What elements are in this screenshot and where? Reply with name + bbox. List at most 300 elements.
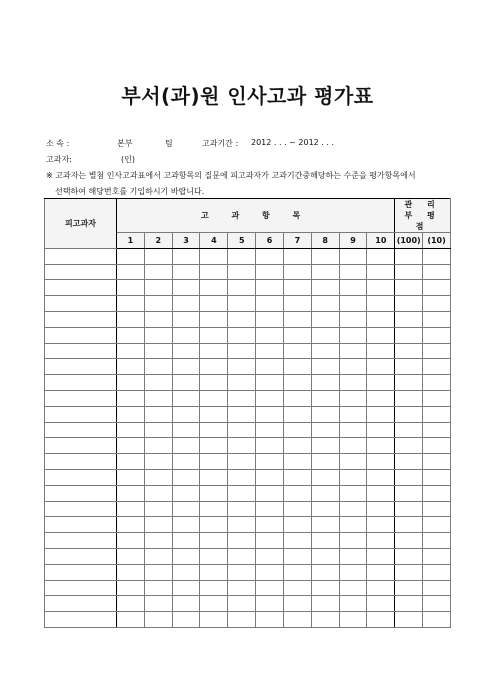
item-score-cell[interactable] <box>228 469 256 485</box>
item-score-cell[interactable] <box>256 580 284 596</box>
item-score-cell[interactable] <box>339 390 367 406</box>
item-score-cell[interactable] <box>311 375 339 391</box>
evaluatee-cell[interactable] <box>45 469 117 485</box>
item-score-cell[interactable] <box>172 406 200 422</box>
item-score-cell[interactable] <box>144 438 172 454</box>
item-score-cell[interactable] <box>339 422 367 438</box>
evaluatee-cell[interactable] <box>45 485 117 501</box>
item-score-cell[interactable] <box>339 517 367 533</box>
evaluatee-cell[interactable] <box>45 564 117 580</box>
item-score-cell[interactable] <box>367 548 395 564</box>
item-score-cell[interactable] <box>256 548 284 564</box>
item-score-cell[interactable] <box>144 564 172 580</box>
item-score-cell[interactable] <box>256 612 284 628</box>
item-score-cell[interactable] <box>283 469 311 485</box>
mgmt-score-cell[interactable] <box>423 375 451 391</box>
mgmt-score-cell[interactable] <box>423 564 451 580</box>
item-score-cell[interactable] <box>256 438 284 454</box>
item-score-cell[interactable] <box>256 375 284 391</box>
item-score-cell[interactable] <box>283 296 311 312</box>
item-score-cell[interactable] <box>200 596 228 612</box>
evaluatee-cell[interactable] <box>45 533 117 549</box>
item-score-cell[interactable] <box>144 359 172 375</box>
item-score-cell[interactable] <box>117 454 145 470</box>
item-score-cell[interactable] <box>367 517 395 533</box>
item-score-cell[interactable] <box>367 264 395 280</box>
item-score-cell[interactable] <box>144 596 172 612</box>
item-score-cell[interactable] <box>172 264 200 280</box>
evaluatee-cell[interactable] <box>45 596 117 612</box>
mgmt-score-cell[interactable] <box>395 501 423 517</box>
item-score-cell[interactable] <box>256 406 284 422</box>
item-score-cell[interactable] <box>172 280 200 296</box>
item-score-cell[interactable] <box>228 612 256 628</box>
item-score-cell[interactable] <box>256 422 284 438</box>
item-score-cell[interactable] <box>117 406 145 422</box>
item-score-cell[interactable] <box>144 311 172 327</box>
item-score-cell[interactable] <box>200 580 228 596</box>
evaluatee-cell[interactable] <box>45 422 117 438</box>
item-score-cell[interactable] <box>200 422 228 438</box>
item-score-cell[interactable] <box>283 438 311 454</box>
item-score-cell[interactable] <box>117 596 145 612</box>
evaluatee-cell[interactable] <box>45 311 117 327</box>
item-score-cell[interactable] <box>172 517 200 533</box>
mgmt-score-cell[interactable] <box>395 548 423 564</box>
item-score-cell[interactable] <box>256 596 284 612</box>
item-score-cell[interactable] <box>172 359 200 375</box>
item-score-cell[interactable] <box>200 375 228 391</box>
item-score-cell[interactable] <box>144 422 172 438</box>
mgmt-score-cell[interactable] <box>395 359 423 375</box>
item-score-cell[interactable] <box>200 517 228 533</box>
mgmt-score-cell[interactable] <box>395 469 423 485</box>
item-score-cell[interactable] <box>200 343 228 359</box>
item-score-cell[interactable] <box>144 469 172 485</box>
item-score-cell[interactable] <box>283 390 311 406</box>
item-score-cell[interactable] <box>311 406 339 422</box>
evaluatee-cell[interactable] <box>45 517 117 533</box>
mgmt-score-cell[interactable] <box>395 454 423 470</box>
item-score-cell[interactable] <box>200 311 228 327</box>
item-score-cell[interactable] <box>144 454 172 470</box>
item-score-cell[interactable] <box>228 280 256 296</box>
item-score-cell[interactable] <box>228 406 256 422</box>
item-score-cell[interactable] <box>200 406 228 422</box>
item-score-cell[interactable] <box>172 564 200 580</box>
item-score-cell[interactable] <box>117 485 145 501</box>
item-score-cell[interactable] <box>144 501 172 517</box>
item-score-cell[interactable] <box>311 264 339 280</box>
item-score-cell[interactable] <box>367 296 395 312</box>
item-score-cell[interactable] <box>172 248 200 264</box>
item-score-cell[interactable] <box>256 469 284 485</box>
item-score-cell[interactable] <box>367 501 395 517</box>
mgmt-score-cell[interactable] <box>423 548 451 564</box>
item-score-cell[interactable] <box>228 533 256 549</box>
item-score-cell[interactable] <box>172 311 200 327</box>
item-score-cell[interactable] <box>144 406 172 422</box>
item-score-cell[interactable] <box>256 311 284 327</box>
item-score-cell[interactable] <box>283 327 311 343</box>
item-score-cell[interactable] <box>117 327 145 343</box>
item-score-cell[interactable] <box>367 485 395 501</box>
item-score-cell[interactable] <box>311 422 339 438</box>
item-score-cell[interactable] <box>339 264 367 280</box>
item-score-cell[interactable] <box>367 343 395 359</box>
mgmt-score-cell[interactable] <box>423 517 451 533</box>
item-score-cell[interactable] <box>228 564 256 580</box>
mgmt-score-cell[interactable] <box>423 422 451 438</box>
item-score-cell[interactable] <box>117 501 145 517</box>
item-score-cell[interactable] <box>283 501 311 517</box>
item-score-cell[interactable] <box>172 422 200 438</box>
item-score-cell[interactable] <box>283 375 311 391</box>
item-score-cell[interactable] <box>311 548 339 564</box>
item-score-cell[interactable] <box>117 438 145 454</box>
item-score-cell[interactable] <box>367 280 395 296</box>
item-score-cell[interactable] <box>144 343 172 359</box>
mgmt-score-cell[interactable] <box>395 517 423 533</box>
mgmt-score-cell[interactable] <box>395 327 423 343</box>
item-score-cell[interactable] <box>117 264 145 280</box>
item-score-cell[interactable] <box>367 454 395 470</box>
item-score-cell[interactable] <box>172 327 200 343</box>
item-score-cell[interactable] <box>339 296 367 312</box>
item-score-cell[interactable] <box>228 596 256 612</box>
item-score-cell[interactable] <box>144 390 172 406</box>
item-score-cell[interactable] <box>311 248 339 264</box>
item-score-cell[interactable] <box>228 501 256 517</box>
mgmt-score-cell[interactable] <box>423 343 451 359</box>
evaluatee-cell[interactable] <box>45 580 117 596</box>
item-score-cell[interactable] <box>228 327 256 343</box>
item-score-cell[interactable] <box>117 280 145 296</box>
item-score-cell[interactable] <box>228 454 256 470</box>
item-score-cell[interactable] <box>311 438 339 454</box>
mgmt-score-cell[interactable] <box>423 454 451 470</box>
item-score-cell[interactable] <box>256 501 284 517</box>
item-score-cell[interactable] <box>117 248 145 264</box>
item-score-cell[interactable] <box>256 296 284 312</box>
item-score-cell[interactable] <box>256 517 284 533</box>
item-score-cell[interactable] <box>339 612 367 628</box>
item-score-cell[interactable] <box>117 580 145 596</box>
item-score-cell[interactable] <box>228 580 256 596</box>
item-score-cell[interactable] <box>367 390 395 406</box>
item-score-cell[interactable] <box>311 280 339 296</box>
mgmt-score-cell[interactable] <box>423 406 451 422</box>
item-score-cell[interactable] <box>339 548 367 564</box>
item-score-cell[interactable] <box>117 517 145 533</box>
item-score-cell[interactable] <box>367 596 395 612</box>
mgmt-score-cell[interactable] <box>423 501 451 517</box>
item-score-cell[interactable] <box>339 469 367 485</box>
item-score-cell[interactable] <box>283 548 311 564</box>
item-score-cell[interactable] <box>172 390 200 406</box>
item-score-cell[interactable] <box>117 311 145 327</box>
item-score-cell[interactable] <box>311 359 339 375</box>
item-score-cell[interactable] <box>311 343 339 359</box>
item-score-cell[interactable] <box>200 485 228 501</box>
mgmt-score-cell[interactable] <box>395 390 423 406</box>
mgmt-score-cell[interactable] <box>395 343 423 359</box>
item-score-cell[interactable] <box>311 485 339 501</box>
item-score-cell[interactable] <box>256 564 284 580</box>
mgmt-score-cell[interactable] <box>395 596 423 612</box>
item-score-cell[interactable] <box>256 280 284 296</box>
item-score-cell[interactable] <box>200 454 228 470</box>
item-score-cell[interactable] <box>283 248 311 264</box>
item-score-cell[interactable] <box>339 311 367 327</box>
item-score-cell[interactable] <box>172 438 200 454</box>
item-score-cell[interactable] <box>311 454 339 470</box>
item-score-cell[interactable] <box>117 548 145 564</box>
item-score-cell[interactable] <box>367 406 395 422</box>
item-score-cell[interactable] <box>367 580 395 596</box>
item-score-cell[interactable] <box>283 517 311 533</box>
item-score-cell[interactable] <box>144 533 172 549</box>
item-score-cell[interactable] <box>228 548 256 564</box>
item-score-cell[interactable] <box>228 390 256 406</box>
item-score-cell[interactable] <box>144 580 172 596</box>
item-score-cell[interactable] <box>228 248 256 264</box>
evaluatee-cell[interactable] <box>45 343 117 359</box>
item-score-cell[interactable] <box>172 343 200 359</box>
evaluatee-cell[interactable] <box>45 438 117 454</box>
mgmt-score-cell[interactable] <box>423 280 451 296</box>
item-score-cell[interactable] <box>228 438 256 454</box>
item-score-cell[interactable] <box>228 422 256 438</box>
item-score-cell[interactable] <box>144 517 172 533</box>
item-score-cell[interactable] <box>367 564 395 580</box>
evaluatee-cell[interactable] <box>45 248 117 264</box>
item-score-cell[interactable] <box>311 469 339 485</box>
item-score-cell[interactable] <box>283 343 311 359</box>
item-score-cell[interactable] <box>311 296 339 312</box>
item-score-cell[interactable] <box>367 469 395 485</box>
item-score-cell[interactable] <box>311 612 339 628</box>
item-score-cell[interactable] <box>172 375 200 391</box>
evaluatee-cell[interactable] <box>45 406 117 422</box>
mgmt-score-cell[interactable] <box>395 485 423 501</box>
item-score-cell[interactable] <box>256 485 284 501</box>
evaluatee-cell[interactable] <box>45 359 117 375</box>
item-score-cell[interactable] <box>283 422 311 438</box>
item-score-cell[interactable] <box>339 406 367 422</box>
item-score-cell[interactable] <box>311 390 339 406</box>
item-score-cell[interactable] <box>283 485 311 501</box>
item-score-cell[interactable] <box>283 564 311 580</box>
item-score-cell[interactable] <box>172 454 200 470</box>
mgmt-score-cell[interactable] <box>395 564 423 580</box>
evaluatee-cell[interactable] <box>45 280 117 296</box>
mgmt-score-cell[interactable] <box>423 327 451 343</box>
item-score-cell[interactable] <box>339 248 367 264</box>
item-score-cell[interactable] <box>367 311 395 327</box>
mgmt-score-cell[interactable] <box>423 359 451 375</box>
mgmt-score-cell[interactable] <box>423 438 451 454</box>
evaluatee-cell[interactable] <box>45 264 117 280</box>
item-score-cell[interactable] <box>117 564 145 580</box>
mgmt-score-cell[interactable] <box>423 264 451 280</box>
mgmt-score-cell[interactable] <box>423 596 451 612</box>
item-score-cell[interactable] <box>256 533 284 549</box>
item-score-cell[interactable] <box>256 248 284 264</box>
item-score-cell[interactable] <box>228 296 256 312</box>
item-score-cell[interactable] <box>200 564 228 580</box>
item-score-cell[interactable] <box>200 264 228 280</box>
item-score-cell[interactable] <box>200 501 228 517</box>
mgmt-score-cell[interactable] <box>423 580 451 596</box>
mgmt-score-cell[interactable] <box>395 280 423 296</box>
item-score-cell[interactable] <box>256 264 284 280</box>
evaluatee-cell[interactable] <box>45 454 117 470</box>
item-score-cell[interactable] <box>228 517 256 533</box>
item-score-cell[interactable] <box>144 248 172 264</box>
item-score-cell[interactable] <box>200 296 228 312</box>
item-score-cell[interactable] <box>200 280 228 296</box>
item-score-cell[interactable] <box>117 296 145 312</box>
item-score-cell[interactable] <box>172 612 200 628</box>
item-score-cell[interactable] <box>117 343 145 359</box>
item-score-cell[interactable] <box>144 612 172 628</box>
item-score-cell[interactable] <box>311 564 339 580</box>
item-score-cell[interactable] <box>144 375 172 391</box>
item-score-cell[interactable] <box>339 564 367 580</box>
item-score-cell[interactable] <box>311 533 339 549</box>
item-score-cell[interactable] <box>283 596 311 612</box>
item-score-cell[interactable] <box>283 359 311 375</box>
item-score-cell[interactable] <box>367 359 395 375</box>
item-score-cell[interactable] <box>228 264 256 280</box>
item-score-cell[interactable] <box>256 327 284 343</box>
item-score-cell[interactable] <box>367 375 395 391</box>
item-score-cell[interactable] <box>172 580 200 596</box>
mgmt-score-cell[interactable] <box>423 248 451 264</box>
evaluatee-cell[interactable] <box>45 501 117 517</box>
item-score-cell[interactable] <box>311 311 339 327</box>
item-score-cell[interactable] <box>144 327 172 343</box>
item-score-cell[interactable] <box>200 548 228 564</box>
item-score-cell[interactable] <box>367 438 395 454</box>
item-score-cell[interactable] <box>339 359 367 375</box>
item-score-cell[interactable] <box>172 469 200 485</box>
item-score-cell[interactable] <box>367 327 395 343</box>
item-score-cell[interactable] <box>144 548 172 564</box>
item-score-cell[interactable] <box>339 454 367 470</box>
item-score-cell[interactable] <box>117 390 145 406</box>
item-score-cell[interactable] <box>144 485 172 501</box>
item-score-cell[interactable] <box>144 296 172 312</box>
item-score-cell[interactable] <box>117 533 145 549</box>
item-score-cell[interactable] <box>172 296 200 312</box>
mgmt-score-cell[interactable] <box>395 533 423 549</box>
item-score-cell[interactable] <box>200 612 228 628</box>
item-score-cell[interactable] <box>311 501 339 517</box>
mgmt-score-cell[interactable] <box>423 533 451 549</box>
item-score-cell[interactable] <box>367 533 395 549</box>
item-score-cell[interactable] <box>172 596 200 612</box>
item-score-cell[interactable] <box>200 359 228 375</box>
item-score-cell[interactable] <box>283 280 311 296</box>
item-score-cell[interactable] <box>283 612 311 628</box>
item-score-cell[interactable] <box>172 485 200 501</box>
item-score-cell[interactable] <box>339 280 367 296</box>
item-score-cell[interactable] <box>172 533 200 549</box>
mgmt-score-cell[interactable] <box>395 296 423 312</box>
mgmt-score-cell[interactable] <box>395 580 423 596</box>
item-score-cell[interactable] <box>117 469 145 485</box>
item-score-cell[interactable] <box>283 533 311 549</box>
item-score-cell[interactable] <box>339 327 367 343</box>
item-score-cell[interactable] <box>256 343 284 359</box>
item-score-cell[interactable] <box>117 422 145 438</box>
mgmt-score-cell[interactable] <box>395 311 423 327</box>
item-score-cell[interactable] <box>311 580 339 596</box>
item-score-cell[interactable] <box>256 390 284 406</box>
item-score-cell[interactable] <box>283 580 311 596</box>
item-score-cell[interactable] <box>283 406 311 422</box>
item-score-cell[interactable] <box>200 469 228 485</box>
item-score-cell[interactable] <box>117 612 145 628</box>
item-score-cell[interactable] <box>200 533 228 549</box>
mgmt-score-cell[interactable] <box>395 375 423 391</box>
item-score-cell[interactable] <box>339 533 367 549</box>
item-score-cell[interactable] <box>256 359 284 375</box>
mgmt-score-cell[interactable] <box>423 469 451 485</box>
item-score-cell[interactable] <box>339 485 367 501</box>
item-score-cell[interactable] <box>200 327 228 343</box>
item-score-cell[interactable] <box>117 375 145 391</box>
item-score-cell[interactable] <box>200 438 228 454</box>
evaluatee-cell[interactable] <box>45 612 117 628</box>
item-score-cell[interactable] <box>144 264 172 280</box>
item-score-cell[interactable] <box>283 454 311 470</box>
item-score-cell[interactable] <box>228 343 256 359</box>
item-score-cell[interactable] <box>311 517 339 533</box>
item-score-cell[interactable] <box>144 280 172 296</box>
item-score-cell[interactable] <box>283 264 311 280</box>
mgmt-score-cell[interactable] <box>395 248 423 264</box>
item-score-cell[interactable] <box>367 612 395 628</box>
item-score-cell[interactable] <box>311 596 339 612</box>
item-score-cell[interactable] <box>228 375 256 391</box>
mgmt-score-cell[interactable] <box>423 390 451 406</box>
mgmt-score-cell[interactable] <box>395 264 423 280</box>
evaluatee-cell[interactable] <box>45 548 117 564</box>
item-score-cell[interactable] <box>339 501 367 517</box>
item-score-cell[interactable] <box>339 438 367 454</box>
item-score-cell[interactable] <box>367 422 395 438</box>
item-score-cell[interactable] <box>228 311 256 327</box>
item-score-cell[interactable] <box>200 390 228 406</box>
item-score-cell[interactable] <box>339 596 367 612</box>
evaluatee-cell[interactable] <box>45 390 117 406</box>
evaluatee-cell[interactable] <box>45 296 117 312</box>
mgmt-score-cell[interactable] <box>423 311 451 327</box>
evaluatee-cell[interactable] <box>45 327 117 343</box>
mgmt-score-cell[interactable] <box>395 406 423 422</box>
item-score-cell[interactable] <box>172 548 200 564</box>
item-score-cell[interactable] <box>339 580 367 596</box>
item-score-cell[interactable] <box>172 501 200 517</box>
item-score-cell[interactable] <box>256 454 284 470</box>
evaluatee-cell[interactable] <box>45 375 117 391</box>
item-score-cell[interactable] <box>339 343 367 359</box>
item-score-cell[interactable] <box>228 485 256 501</box>
mgmt-score-cell[interactable] <box>423 612 451 628</box>
